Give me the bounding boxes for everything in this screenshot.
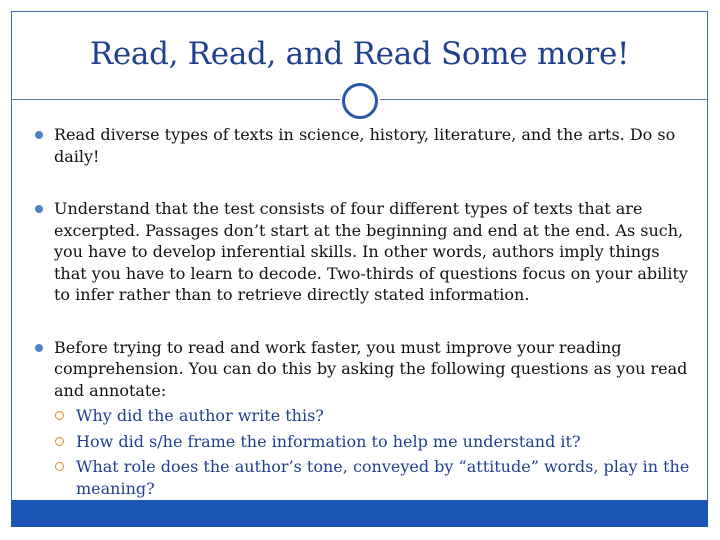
bullet-dot-icon [35, 344, 43, 352]
bullet-item [34, 337, 694, 500]
sub-bullet-item [54, 405, 694, 427]
ring-bullet-icon [55, 462, 64, 471]
sub-bullet-item [54, 456, 694, 499]
sub-bullet-text: How did s/he frame the information to help me understand it? [76, 431, 581, 451]
divider-ornament [340, 81, 380, 121]
footer-bar [11, 500, 708, 527]
ring-bullet-icon [55, 437, 64, 446]
bullet-item [34, 124, 694, 167]
sub-bullet-item [54, 431, 694, 453]
slide [11, 11, 708, 527]
bullet-text: Before trying to read and work faster, you must improve your reading comprehension. You can do this by asking the following questions as you read and annotate: [54, 337, 688, 400]
bullet-text: Read diverse types of texts in science, history, literature, and the arts. Do so daily! [54, 125, 676, 166]
bullet-text: Understand that the test consists of four different types of texts that are excerpted. Passages don’t start at the beginning and end at the end. As such, you have to develop inferential skills. In other words, authors imply things that you have to learn to decode. Two-thirds of questions focus on your ability to infer rather than to retrieve directly stated information. [54, 199, 688, 304]
circle-icon [342, 83, 378, 119]
sub-bullet-text: What role does the author’s tone, conveyed by “attitude” words, play in the meaning? [76, 457, 690, 498]
bullet-dot-icon [35, 205, 43, 213]
ring-bullet-icon [55, 411, 64, 420]
bullet-item [34, 198, 694, 306]
slide-body [34, 124, 694, 530]
bullet-dot-icon [35, 131, 43, 139]
slide-title: Read, Read, and Read Some more! [89, 36, 630, 72]
sub-bullet-text: Why did the author write this? [76, 406, 324, 425]
